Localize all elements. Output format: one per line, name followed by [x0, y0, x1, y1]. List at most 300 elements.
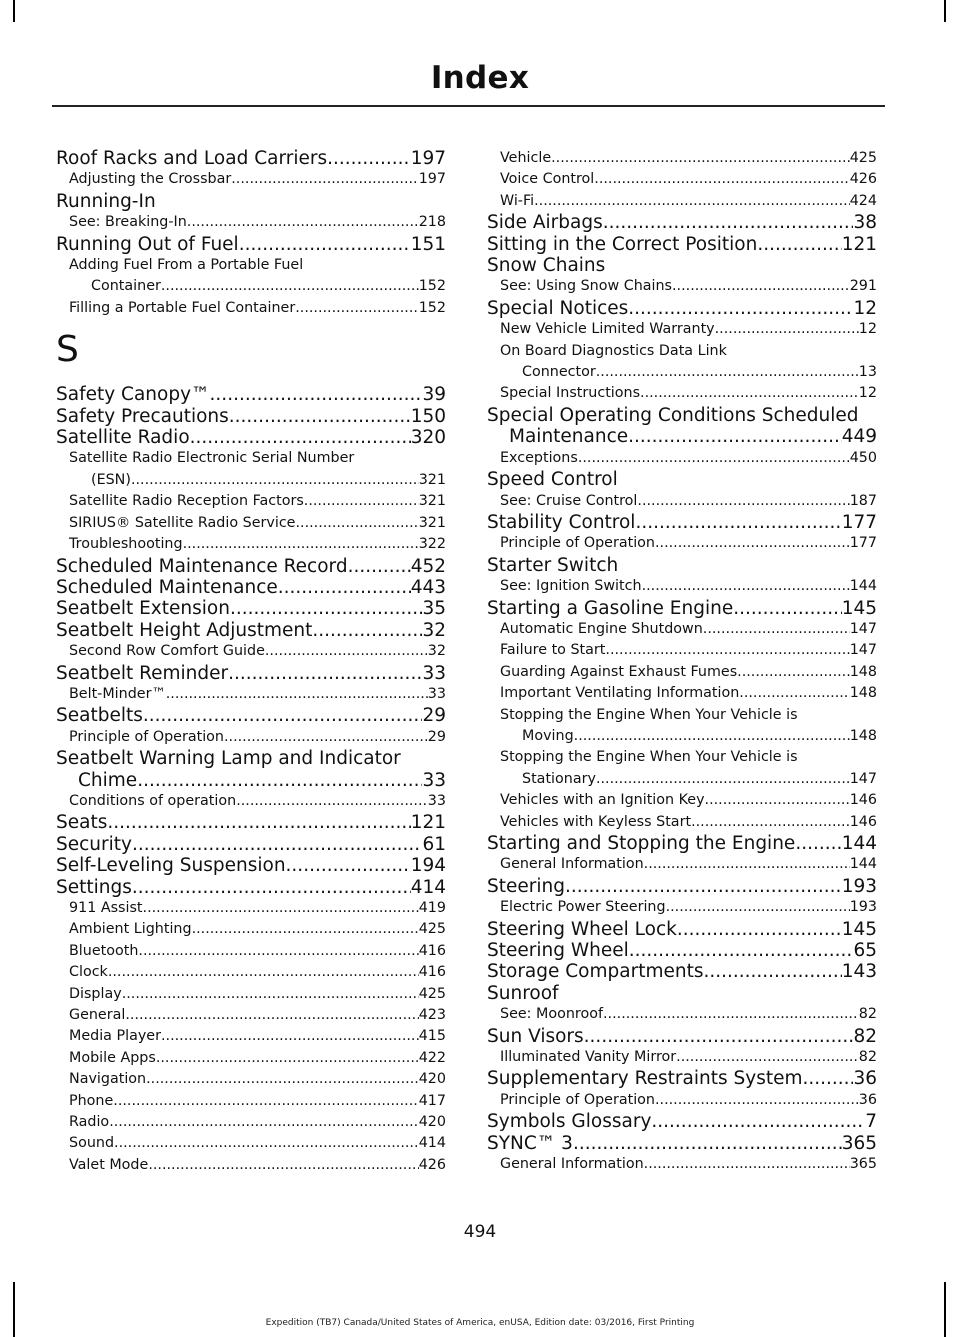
entry-label: Side Airbags [487, 212, 603, 234]
dot-leader [551, 148, 850, 169]
entry-label: Vehicle [500, 150, 552, 166]
entry-page-number: 33 [422, 769, 446, 791]
entry-page-number: 194 [410, 855, 446, 877]
entry-label: Phone [69, 1092, 114, 1109]
entry-page-number: 152 [418, 278, 446, 295]
entry-page-number: 422 [418, 1049, 446, 1066]
dot-leader [677, 919, 842, 940]
index-subentry [487, 276, 877, 297]
index-subentry [487, 319, 877, 340]
dot-leader [231, 169, 418, 190]
entry-label: Clock [69, 964, 108, 981]
index-subentry [56, 1026, 446, 1047]
index-entry [56, 663, 446, 684]
dot-leader [132, 877, 411, 898]
index-entry [487, 1111, 877, 1132]
index-column-left [56, 148, 446, 1176]
entry-label: See: Moonroof [500, 1006, 604, 1023]
entry-label: Maintenance [509, 426, 629, 448]
entry-label: Roof Racks and Load Carriers [56, 148, 328, 169]
dot-leader [230, 598, 423, 619]
dot-leader [574, 726, 850, 747]
section-letter: S [56, 329, 79, 371]
dot-leader [803, 1068, 854, 1089]
entry-label: Satellite Radio Reception Factors [69, 493, 304, 510]
dot-leader [304, 491, 419, 512]
index-subentry [56, 1091, 446, 1112]
dot-leader [156, 1048, 419, 1069]
index-entry [487, 833, 877, 854]
entry-label: Seatbelt Height Adjustment [56, 619, 313, 641]
entry-label: (ESN) [91, 471, 131, 488]
entry-page-number: 144 [849, 578, 877, 595]
index-subentry [56, 898, 446, 919]
entry-label: Principle of Operation [69, 728, 224, 745]
entry-page-number: 29 [427, 728, 446, 745]
dot-leader [146, 1069, 419, 1090]
index-subentry [487, 1047, 877, 1068]
entry-label: See: Using Snow Chains [500, 278, 673, 295]
entry-page-number: 426 [849, 171, 877, 188]
index-entry [56, 577, 446, 598]
index-subentry [56, 727, 446, 748]
entry-label: Moving [522, 727, 574, 744]
index-subentry [56, 1005, 446, 1026]
dot-leader [737, 662, 850, 683]
entry-page-number: 32 [427, 643, 446, 660]
entry-page-number: 322 [418, 536, 446, 553]
index-entry [487, 940, 877, 961]
index-subheading: On Board Diagnostics Data Link [500, 342, 727, 359]
dot-leader [278, 577, 411, 598]
entry-label: Symbols Glossary [487, 1111, 652, 1133]
dot-leader [122, 984, 419, 1005]
dot-leader [125, 1005, 418, 1026]
index-subentry [56, 641, 446, 662]
entry-page-number: 144 [841, 833, 877, 854]
index-heading: Starter Switch [487, 554, 619, 576]
entry-page-number: 320 [410, 427, 446, 449]
entry-label: Running Out of Fuel [56, 233, 239, 255]
index-entry [487, 1133, 877, 1154]
entry-label: Satellite Radio [56, 427, 190, 449]
entry-page-number: 121 [841, 233, 877, 255]
entry-label: Safety Precautions [56, 405, 229, 427]
entry-label: Mobile Apps [69, 1049, 156, 1066]
entry-page-number: 146 [849, 792, 877, 809]
entry-page-number: 415 [418, 1028, 446, 1045]
entry-page-number: 291 [849, 278, 877, 295]
entry-page-number: 145 [841, 597, 877, 619]
index-subentry [56, 941, 446, 962]
dot-leader [327, 148, 411, 169]
entry-page-number: 177 [849, 535, 877, 552]
index-subentry [487, 362, 877, 383]
entry-label: Principle of Operation [500, 535, 655, 552]
entry-label: Settings [56, 876, 132, 898]
index-subentry [56, 1112, 446, 1133]
entry-page-number: 38 [853, 212, 877, 234]
entry-page-number: 147 [849, 620, 877, 637]
dot-leader [210, 384, 423, 405]
index-entry [56, 812, 446, 833]
dot-leader [635, 512, 841, 533]
entry-label: General Information [500, 856, 644, 873]
entry-label: Container [91, 278, 161, 295]
dot-leader [190, 427, 411, 448]
dot-leader [655, 1090, 859, 1111]
dot-leader [578, 448, 850, 469]
entry-label: Adjusting the Crossbar [69, 171, 232, 188]
entry-label: Security [56, 833, 132, 855]
index-entry [487, 961, 877, 982]
entry-label: Conditions of operation [69, 792, 237, 809]
entry-page-number: 425 [418, 985, 446, 1002]
entry-label: Voice Control [500, 171, 595, 188]
dot-leader [137, 770, 422, 791]
dot-leader [114, 1133, 419, 1154]
entry-page-number: 218 [418, 214, 446, 231]
dot-leader [187, 212, 419, 233]
dot-leader [295, 298, 418, 319]
entry-page-number: 449 [841, 426, 877, 448]
footer-text: Expedition (TB7) Canada/United States of America, enUSA, Edition date: 03/2016, First Printing [265, 1318, 695, 1328]
entry-page-number: 13 [858, 364, 877, 381]
entry-page-number: 321 [418, 514, 446, 531]
index-entry [487, 234, 877, 255]
index-subentry [56, 298, 446, 319]
dot-leader [651, 1111, 865, 1132]
entry-page-number: 321 [418, 471, 446, 488]
dot-leader [312, 620, 422, 641]
dot-leader [109, 1112, 419, 1133]
entry-page-number: 425 [849, 150, 877, 166]
entry-page-number: 419 [418, 900, 446, 916]
dot-leader [286, 855, 411, 876]
entry-page-number: 177 [841, 511, 877, 533]
entry-label: Belt-Minder™ [69, 685, 166, 702]
dot-leader [228, 663, 422, 684]
entry-page-number: 151 [410, 233, 446, 255]
dot-leader [348, 556, 411, 577]
dot-leader [239, 234, 411, 255]
entry-page-number: 197 [418, 171, 446, 188]
dot-leader [757, 234, 841, 255]
dot-leader [166, 684, 428, 705]
dot-leader [573, 1133, 842, 1154]
entry-page-number: 12 [858, 385, 877, 402]
index-entry [487, 212, 877, 233]
index-entry [56, 406, 446, 427]
dot-leader [628, 298, 853, 319]
dot-leader [224, 727, 428, 748]
dot-leader [703, 961, 841, 982]
dot-leader [691, 812, 850, 833]
entry-label: Steering [487, 875, 565, 897]
entry-page-number: 29 [422, 705, 446, 727]
index-heading: Special Operating Conditions Scheduled [487, 404, 859, 426]
dot-leader [715, 319, 859, 340]
dot-leader [107, 812, 410, 833]
index-entry [56, 705, 446, 726]
entry-page-number: 416 [418, 942, 446, 959]
index-subentry [487, 812, 877, 833]
dot-leader [295, 513, 418, 534]
index-entry [56, 877, 446, 898]
index-entry [56, 770, 446, 791]
index-subentry [56, 491, 446, 512]
entry-label: Scheduled Maintenance [56, 576, 278, 598]
dot-leader [534, 191, 850, 212]
entry-page-number: 365 [849, 1156, 877, 1173]
index-subentry [56, 276, 446, 297]
crop-mark-top-right [944, 0, 946, 22]
dot-leader [148, 1155, 418, 1176]
dot-leader [628, 426, 842, 447]
dot-leader [161, 1026, 419, 1047]
index-entry [487, 1068, 877, 1089]
entry-label: Failure to Start [500, 642, 606, 659]
index-entry [56, 556, 446, 577]
dot-leader [637, 491, 849, 512]
entry-page-number: 414 [410, 876, 446, 898]
entry-label: Automatic Engine Shutdown [500, 620, 703, 637]
entry-label: Media Player [69, 1028, 161, 1045]
index-subentry [56, 169, 446, 190]
dot-leader [644, 1154, 850, 1175]
dot-leader [192, 919, 419, 940]
index-entry [487, 298, 877, 319]
entry-page-number: 147 [849, 770, 877, 787]
entry-page-number: 39 [422, 384, 446, 406]
entry-label: New Vehicle Limited Warranty [500, 321, 715, 338]
index-entry [56, 620, 446, 641]
entry-label: Chime [78, 769, 138, 791]
entry-page-number: 193 [849, 899, 877, 916]
index-subentry [487, 854, 877, 875]
entry-page-number: 420 [418, 1071, 446, 1088]
entry-page-number: 452 [410, 555, 446, 577]
entry-page-number: 143 [841, 961, 877, 983]
entry-label: Steering Wheel [487, 940, 629, 962]
index-subentry [56, 684, 446, 705]
entry-page-number: 187 [849, 492, 877, 509]
crop-mark-bottom-right [944, 1282, 946, 1337]
entry-page-number: 33 [427, 792, 446, 809]
index-subentry [56, 513, 446, 534]
entry-page-number: 12 [858, 321, 877, 338]
entry-label: Troubleshooting [69, 536, 183, 553]
index-subentry [56, 212, 446, 233]
entry-page-number: 33 [422, 662, 446, 684]
index-heading: Running-In [56, 190, 156, 212]
entry-page-number: 7 [865, 1111, 877, 1133]
index-heading: Snow Chains [487, 255, 606, 277]
index-subentry [56, 1133, 446, 1154]
entry-label: SIRIUS® Satellite Radio Service [69, 514, 296, 531]
entry-page-number: 414 [418, 1135, 446, 1152]
entry-page-number: 147 [849, 642, 877, 659]
entry-label: See: Breaking-In [69, 214, 187, 231]
dot-leader [629, 940, 854, 961]
entry-label: Stability Control [487, 511, 636, 533]
entry-label: Navigation [69, 1071, 147, 1088]
entry-page-number: 423 [418, 1007, 446, 1024]
index-subentry [56, 1155, 446, 1176]
entry-label: Storage Compartments [487, 961, 704, 983]
entry-page-number: 150 [410, 405, 446, 427]
dot-leader [108, 962, 419, 983]
entry-page-number: 417 [418, 1092, 446, 1109]
dot-leader [113, 1091, 418, 1112]
entry-page-number: 152 [418, 299, 446, 316]
index-subentry [487, 897, 877, 918]
dot-leader [584, 1026, 854, 1047]
entry-label: Seatbelt Reminder [56, 662, 229, 684]
entry-page-number: 148 [849, 685, 877, 702]
index-subentry [487, 619, 877, 640]
entry-label: Filling a Portable Fuel Container [69, 299, 296, 316]
dot-leader [229, 406, 411, 427]
index-entry [56, 834, 446, 855]
entry-label: Important Ventilating Information [500, 685, 740, 702]
index-heading: Speed Control [487, 469, 618, 491]
index-subentry [56, 962, 446, 983]
entry-label: Radio [69, 1114, 110, 1131]
index-subentry [487, 533, 877, 554]
index-entry [487, 512, 877, 533]
entry-label: See: Ignition Switch [500, 578, 642, 595]
entry-label: Exceptions [500, 449, 578, 466]
header-rule [52, 105, 885, 107]
entry-label: Seatbelts [56, 705, 143, 727]
entry-page-number: 65 [853, 940, 877, 962]
index-subentry [487, 726, 877, 747]
index-subheading: Stopping the Engine When Your Vehicle is [500, 706, 798, 723]
page-number: 494 [463, 1222, 497, 1242]
entry-label: Connector [522, 364, 596, 381]
index-subentry [56, 1048, 446, 1069]
dot-leader [183, 534, 419, 555]
index-entry [56, 598, 446, 619]
entry-page-number: 425 [418, 921, 446, 938]
entry-page-number: 12 [853, 297, 877, 319]
dot-leader [603, 1004, 859, 1025]
index-subentry [487, 576, 877, 597]
dot-leader [705, 790, 850, 811]
entry-label: SYNC™ 3 [487, 1132, 573, 1154]
dot-leader [603, 212, 854, 233]
entry-page-number: 146 [849, 813, 877, 830]
index-subentry [487, 148, 877, 169]
index-subentry [487, 683, 877, 704]
dot-leader [676, 1047, 859, 1068]
index-subentry [487, 169, 877, 190]
index-entry [487, 919, 877, 940]
entry-label: General Information [500, 1156, 644, 1173]
index-subentry [487, 191, 877, 212]
index-heading: Seatbelt Warning Lamp and Indicator [56, 748, 401, 770]
entry-label: Starting a Gasoline Engine [487, 597, 734, 619]
dot-leader [795, 833, 841, 854]
index-entry [487, 876, 877, 897]
entry-label: Starting and Stopping the Engine [487, 833, 796, 854]
entry-page-number: 82 [858, 1049, 877, 1066]
entry-label: Sitting in the Correct Position [487, 233, 758, 255]
entry-page-number: 61 [422, 833, 446, 855]
dot-leader [565, 876, 842, 897]
entry-label: Vehicles with Keyless Start [500, 813, 692, 830]
entry-page-number: 32 [422, 619, 446, 641]
entry-label: Illuminated Vanity Mirror [500, 1049, 677, 1066]
index-subheading: Stopping the Engine When Your Vehicle is [500, 749, 798, 766]
entry-page-number: 82 [853, 1025, 877, 1047]
entry-label: Second Row Comfort Guide [69, 643, 265, 660]
entry-page-number: 82 [858, 1006, 877, 1023]
dot-leader [672, 276, 850, 297]
crop-mark-top-left [13, 0, 15, 22]
index-subentry [56, 791, 446, 812]
entry-label: See: Cruise Control [500, 492, 638, 509]
entry-label: Principle of Operation [500, 1091, 655, 1108]
entry-label: Special Notices [487, 297, 629, 319]
entry-page-number: 420 [418, 1114, 446, 1131]
entry-page-number: 365 [841, 1132, 877, 1154]
entry-page-number: 426 [418, 1156, 446, 1173]
entry-page-number: 450 [849, 449, 877, 466]
entry-page-number: 148 [849, 663, 877, 680]
dot-leader [131, 470, 419, 491]
entry-label: Valet Mode [69, 1156, 149, 1173]
dot-leader [594, 169, 849, 190]
index-subheading: Adding Fuel From a Portable Fuel [69, 257, 304, 274]
index-entry [56, 384, 446, 405]
entry-label: Supplementary Restraints System [487, 1068, 803, 1090]
dot-leader [739, 683, 849, 704]
dot-leader [605, 640, 849, 661]
index-subentry [56, 470, 446, 491]
entry-page-number: 33 [427, 685, 446, 702]
index-entry [487, 598, 877, 619]
entry-page-number: 193 [841, 875, 877, 897]
index-subentry [487, 1154, 877, 1175]
index-subentry [487, 448, 877, 469]
entry-label: Self-Leveling Suspension [56, 855, 286, 877]
page-title: Index [430, 60, 530, 96]
entry-label: 911 Assist [69, 900, 143, 916]
index-column-right [487, 148, 877, 1176]
dot-leader [236, 791, 428, 812]
entry-label: Guarding Against Exhaust Fumes [500, 663, 738, 680]
entry-page-number: 148 [849, 727, 877, 744]
index-entry [487, 1026, 877, 1047]
entry-label: Display [69, 985, 122, 1002]
entry-page-number: 145 [841, 918, 877, 940]
entry-page-number: 36 [858, 1091, 877, 1108]
entry-label: Ambient Lighting [69, 921, 192, 938]
dot-leader [642, 576, 850, 597]
index-subentry [487, 1090, 877, 1111]
entry-label: Sun Visors [487, 1025, 584, 1047]
index-subentry [56, 1069, 446, 1090]
index-entry [56, 855, 446, 876]
dot-leader [733, 598, 841, 619]
entry-label: Vehicles with an Ignition Key [500, 792, 705, 809]
dot-leader [655, 533, 850, 554]
entry-page-number: 197 [410, 148, 446, 169]
index-subentry [56, 919, 446, 940]
dot-leader [666, 897, 850, 918]
